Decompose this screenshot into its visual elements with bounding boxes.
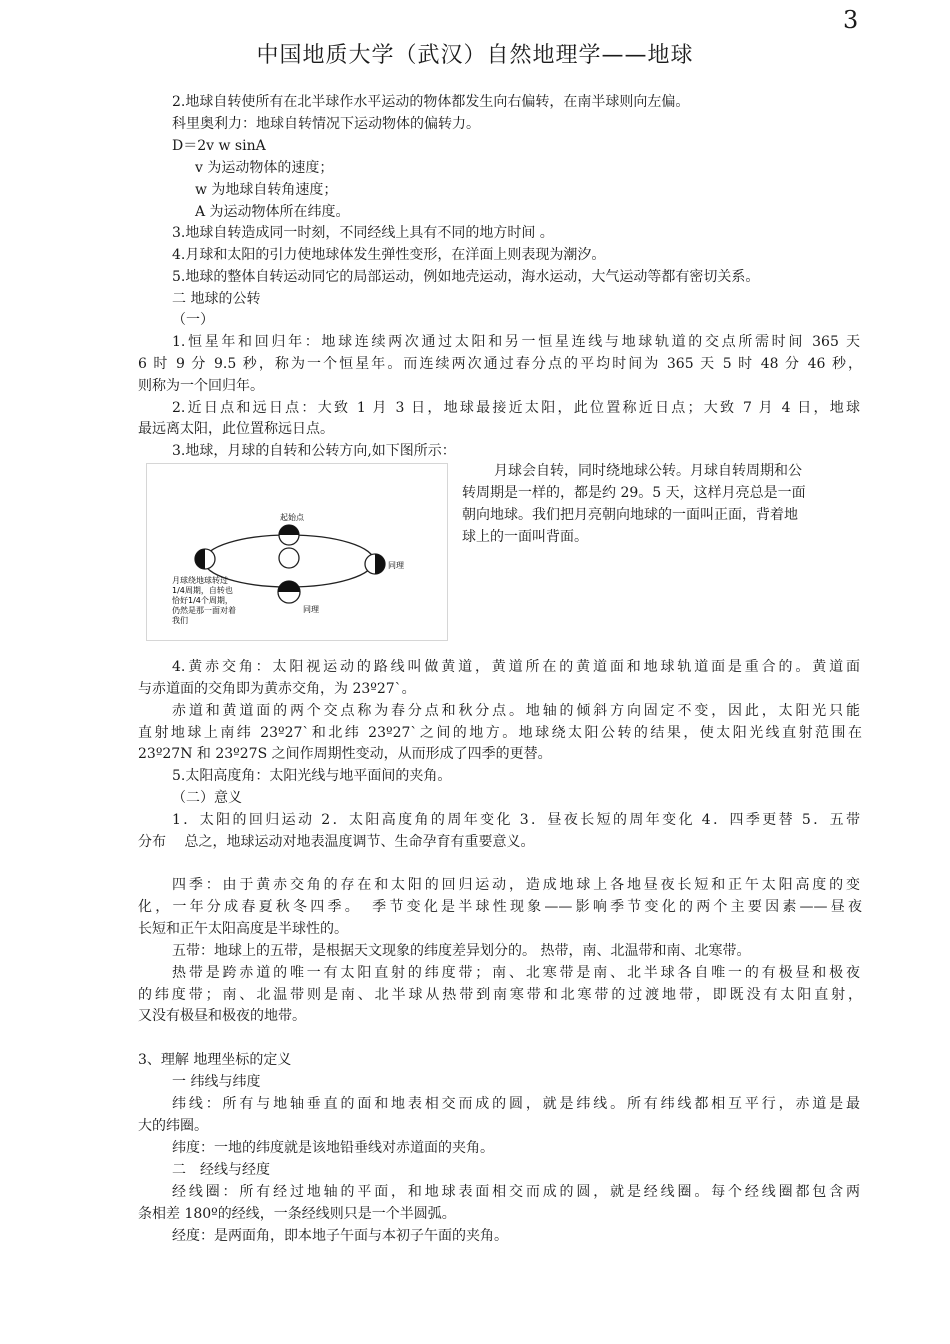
formula-variable-line: w 为地球自转角速度； [195, 182, 338, 198]
paragraph-line: 经线圈：所有经过地轴的平面，和地球表面相交而成的圆，就是经线圈。每个经线圈都包含两 [172, 1184, 860, 1200]
paragraph-line: 2.近日点和远日点：大致 1 月 3 日，地球最接近太阳，此位置称近日点；大致 7 月 4 日，地球 [172, 400, 860, 416]
paragraph-line: 大的纬圈。 [138, 1118, 208, 1134]
page-title: 中国地质大学（武汉）自然地理学——地球 [256, 43, 694, 68]
paragraph-line: 5.太阳高度角：太阳光线与地平面间的夹角。 [172, 768, 452, 784]
paragraph-line: 3.地球自转造成同一时刻，不同经线上具有不同的地方时间 。 [172, 225, 554, 241]
paragraph-line: 热带是跨赤道的唯一有太阳直射的纬度带；南、北寒带是南、北半球各自唯一的有极昼和极夜 [172, 965, 860, 981]
paragraph-line: 23º27N 和 23º27S 之间作周期性变动，从而形成了四季的更替。 [138, 746, 552, 762]
paragraph-line: 1.恒星年和回归年：地球连续两次通过太阳和另一恒星连线与地球轨道的交点所需时间 365 天 [172, 334, 860, 350]
paragraph-line: 经度：是两面角，即本地子午面与本初子午面的夹角。 [172, 1228, 508, 1244]
moon-orbit-figure [146, 463, 448, 641]
moon-top [279, 525, 299, 545]
formula-variable-line: v 为运动物体的速度； [195, 160, 334, 176]
section-heading: 3、理解 地理坐标的定义 [138, 1052, 292, 1068]
label-right: 同理 [388, 561, 404, 570]
figure-side-text: 转周期是一样的，都是约 29。5 天，这样月亮总是一面 [462, 485, 806, 501]
formula-line: D＝2v w sinA [172, 138, 266, 154]
moon-left [195, 549, 215, 569]
paragraph-line: 四季：由于黄赤交角的存在和太阳的回归运动，造成地球上各地昼夜长短和正午太阳高度的变 [172, 877, 860, 893]
moon-right [365, 554, 385, 574]
paragraph-line: 与赤道面的交角即为黄赤交角，为 23º27`。 [138, 681, 416, 697]
figure-note-line: 恰好1/4个周期， [172, 596, 233, 605]
paragraph-line: 分布 总之，地球运动对地表温度调节、生命孕育有重要意义。 [138, 834, 535, 850]
paragraph-line: 1．太阳的回归运动 2．太阳高度角的周年变化 3．昼夜长短的周年变化 4．四季更替 5．五带 [172, 812, 860, 828]
figure-side-text: 朝向地球。我们把月亮朝向地球的一面叫正面，背着地 [462, 507, 798, 523]
earth-circle [279, 548, 299, 568]
subsection-heading: （二）意义 [172, 790, 242, 806]
paragraph-line: 赤道和黄道面的两个交点称为春分点和秋分点。地轴的倾斜方向固定不变，因此，太阳光只能 [172, 703, 860, 719]
figure-note-line: 月球绕地球转过 [172, 576, 228, 585]
paragraph-line: 则称为一个回归年。 [138, 378, 264, 394]
figure-note-line: 我们 [172, 616, 188, 625]
paragraph-line: 4.月球和太阳的引力使地球体发生弹性变形，在洋面上则表现为潮汐。 [172, 247, 606, 263]
label-start: 起始点 [280, 513, 304, 522]
subsection-heading: 一 纬线与纬度 [172, 1074, 261, 1090]
paragraph-line: 2.地球自转使所有在北半球作水平运动的物体都发生向右偏转，在南半球则向左偏。 [172, 94, 690, 110]
paragraph-line: 6 时 9 分 9.5 秒，称为一个恒星年。而连续两次通过春分点的平均时间为 365 天 5 时 48 分 46 秒， [138, 356, 862, 372]
figure-side-text: 月球会自转，同时绕地球公转。月球自转周期和公 [494, 463, 802, 479]
moon-orbit-diagram [147, 464, 447, 640]
figure-side-text: 球上的一面叫背面。 [462, 529, 588, 545]
page-number: 3 [843, 6, 859, 34]
paragraph-line: 纬度：一地的纬度就是该地铅垂线对赤道面的夹角。 [172, 1140, 494, 1156]
paragraph-line: 五带：地球上的五带，是根据天文现象的纬度差异划分的。 热带，南、北温带和南、北寒带。 [172, 943, 751, 959]
paragraph-line: 又没有极昼和极夜的地带。 [138, 1008, 306, 1024]
moon-bottom [278, 581, 300, 603]
subsection-heading: （一） [172, 312, 214, 328]
figure-note-line: 1/4周期，自转也 [172, 586, 233, 595]
label-bottom: 同理 [303, 605, 319, 614]
paragraph-line: 4.黄赤交角：太阳视运动的路线叫做黄道，黄道所在的黄道面和地球轨道面是重合的。黄道面 [172, 659, 860, 675]
paragraph-line: 3.地球，月球的自转和公转方向,如下图所示： [172, 443, 456, 459]
paragraph-line: 科里奥利力：地球自转情况下运动物体的偏转力。 [172, 116, 480, 132]
figure-note-line: 仍然是那一面对着 [172, 606, 236, 615]
paragraph-line: 纬线：所有与地轴垂直的面和地表相交而成的圆，就是纬线。所有纬线都相互平行，赤道是最 [172, 1096, 860, 1112]
formula-variable-line: A 为运动物体所在纬度。 [195, 204, 350, 220]
paragraph-line: 长短和正午太阳高度是半球性的。 [138, 921, 348, 937]
subsection-heading: 二 经线与经度 [172, 1162, 270, 1178]
paragraph-line: 条相差 180º的经线，一条经线则只是一个半圆弧。 [138, 1206, 456, 1222]
paragraph-line: 化，一年分成春夏秋冬四季。 季节变化是半球性现象——影响季节变化的两个主要因素——昼夜 [138, 899, 862, 915]
paragraph-line: 的纬度带；南、北温带则是南、北半球从热带到南寒带和北寒带的过渡地带，即既没有太阳直射， [138, 987, 862, 1003]
section-heading: 二 地球的公转 [172, 291, 261, 307]
paragraph-line: 最远离太阳，此位置称远日点。 [138, 421, 334, 437]
paragraph-line: 5.地球的整体自转运动同它的局部运动，例如地壳运动，海水运动，大气运动等都有密切关系。 [172, 269, 760, 285]
paragraph-line: 直射地球上南纬 23º27`和北纬 23º27`之间的地方。地球绕太阳公转的结果，使太阳光线直射范围在 [138, 725, 862, 741]
